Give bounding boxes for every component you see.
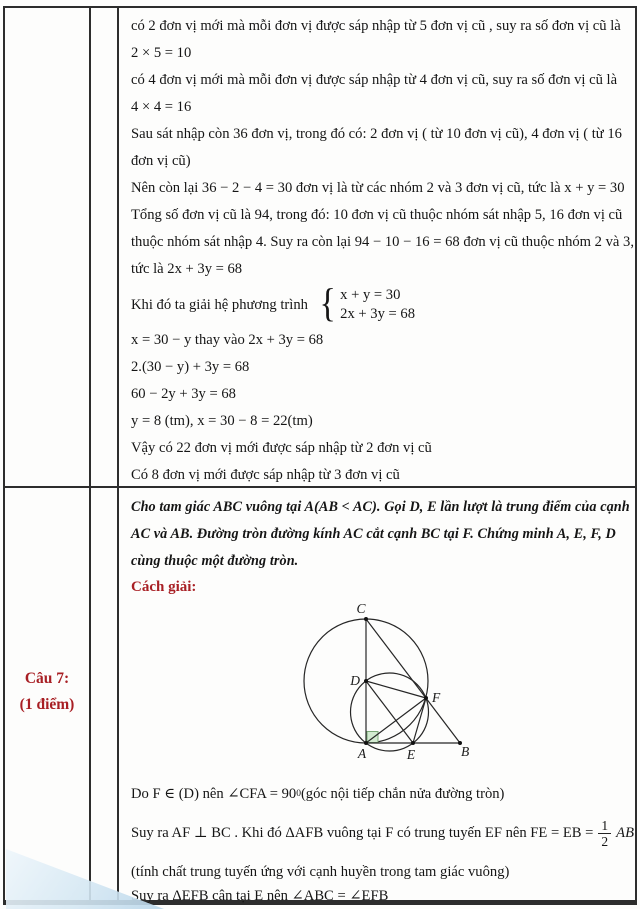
question-number-cell [5,486,89,905]
equation-line: y = 8 (tm), x = 30 − 8 = 22(tm) [131,413,313,429]
equation-1: x + y = 30 [340,287,401,303]
equation-line: 4 × 4 = 16 [131,99,192,115]
solution-text: Do F ∈ (D) nên ∠CFA = 90 [131,786,297,802]
equation-line: x = 30 − y thay vào 2x + 3y = 68 [131,332,324,348]
solution-line: Suy ra ΔEFB cân tại E nên ∠ABC = ∠EFB [131,888,389,904]
problem-statement-line: Cho tam giác ABC vuông tại A(AB < AC). Gọi D, E lần lượt là trung điểm của cạnh [131,499,630,515]
point-label-a: A [357,746,367,761]
solution-row-geometry [119,488,637,905]
point-c [364,617,368,621]
solution-text: AB [616,824,634,841]
conclusion-line: Vậy có 22 đơn vị mới được sáp nhập từ 2 đơn vị cũ [131,440,432,456]
equation-2: 2x + 3y = 68 [340,306,415,322]
point-label-b: B [461,744,470,759]
brace-symbol: { [319,280,336,325]
point-label-f: F [432,690,441,705]
solution-line: có 4 đơn vị mới mà mỗi đơn vị được sáp nhập từ 4 đơn vị cũ, suy ra số đơn vị cũ là [131,72,618,88]
column-divider-1 [89,8,91,900]
problem-statement-line: AC và AB. Đường tròn đường kính AC cắt cạnh BC tại F. Chứng minh A, E, F, D [131,526,616,542]
question-points: (1 điểm) [19,696,75,713]
geometry-figure [282,600,487,772]
segment-af [366,698,426,743]
equation-system-equations [340,286,415,324]
solution-line: đơn vị cũ) [131,153,191,169]
solution-line: Tổng số đơn vị cũ là 94, trong đó: 10 đơn vị cũ thuộc nhóm sát nhập 5, 16 đơn vị cũ [131,207,623,223]
point-label-e: E [406,747,416,762]
solution-text: (góc nội tiếp chắn nửa đường tròn) [300,785,505,802]
conclusion-line: Có 8 đơn vị mới được sáp nhập từ 3 đơn vị cũ [131,467,400,483]
point-e [411,741,415,745]
solution-line: tức là 2x + 3y = 68 [131,261,243,277]
fraction-one-half [598,818,611,849]
equation-system [131,280,637,327]
point-d [364,679,368,683]
solution-line: thuộc nhóm sát nhập 4. Suy ra còn lại 94 − 10 − 16 = 68 đơn vị cũ thuộc nhóm 2 và 3, [131,234,634,250]
point-f [424,696,428,700]
fraction-numerator: 1 [598,818,611,834]
solution-line: Sau sát nhập còn 36 đơn vị, trong đó có: 2 đơn vị ( từ 10 đơn vị cũ), 4 đơn vị ( từ 16 [131,126,622,142]
solution-heading: Cách giải: [131,579,197,595]
solution-row-algebra [119,8,637,486]
question-number: Câu 7: [24,670,70,687]
point-label-c: C [356,601,366,616]
equation-line: 60 − 2y + 3y = 68 [131,386,236,402]
equation-system-prefix: Khi đó ta giải hệ phương trình [131,296,308,313]
solution-line: (tính chất trung tuyến ứng với cạnh huyền trong tam giác vuông) [131,863,510,880]
segment-cb [366,619,460,743]
equation-line: 2.(30 − y) + 3y = 68 [131,359,250,375]
solution-line: Do F ∈ (D) nên ∠CFA = 90 0 (góc nội tiếp chắn nửa đường tròn) [131,785,505,802]
problem-statement-line: cùng thuộc một đường tròn. [131,553,299,569]
solution-text: Suy ra AF ⊥ BC . Khi đó ΔAFB vuông tại F có trung tuyến EF nên FE = EB = [131,825,594,841]
solution-line: có 2 đơn vị mới mà mỗi đơn vị được sáp nhập từ 5 đơn vị cũ , suy ra số đơn vị cũ là [131,18,621,34]
point-label-d: D [350,673,360,688]
solution-line [131,810,634,856]
fraction-denominator: 2 [601,833,609,849]
point-a [364,741,368,745]
solution-line: Nên còn lại 36 − 2 − 4 = 30 đơn vị là từ các nhóm 2 và 3 đơn vị cũ, tức là x + y = 30 [131,180,625,196]
equation-line: 2 × 5 = 10 [131,45,192,61]
answer-sheet-table [3,6,637,905]
